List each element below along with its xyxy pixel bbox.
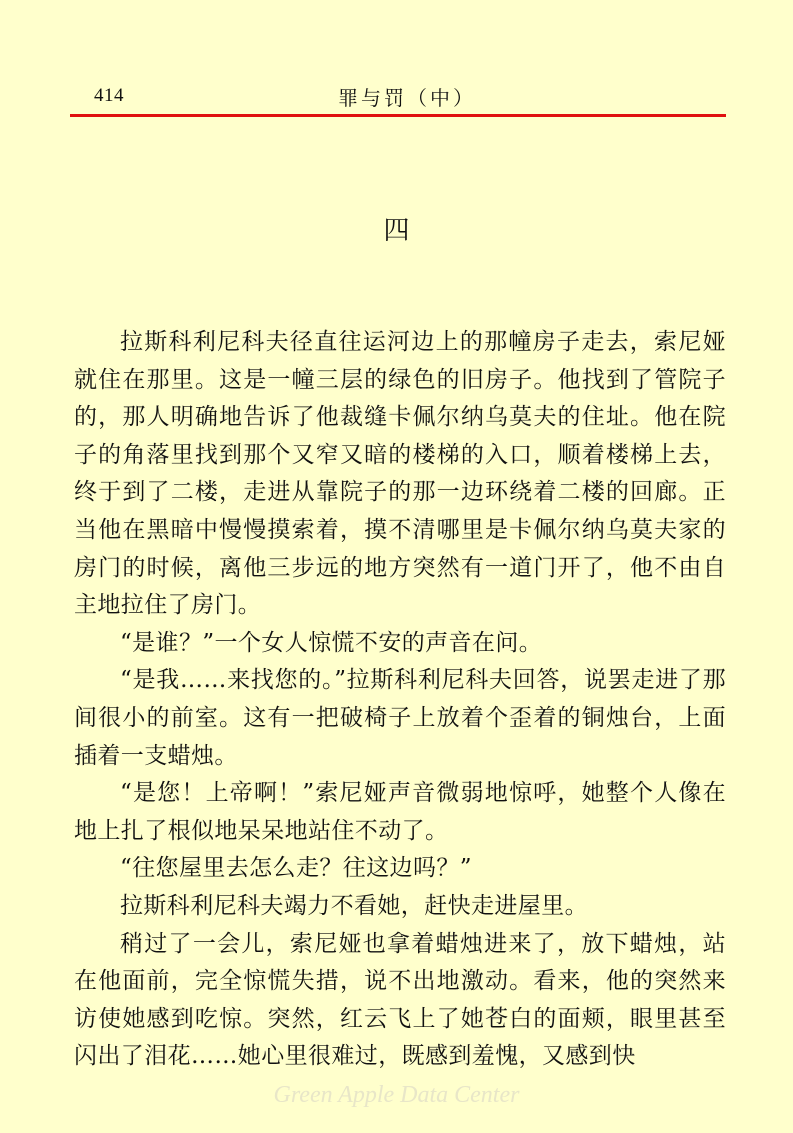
chapter-heading: 四 (383, 216, 410, 246)
running-title: 罪与罚（中） (338, 86, 476, 110)
paragraph: “是谁？”一个女人惊慌不安的声音在问。 (120, 629, 543, 656)
paragraph: 拉斯科利尼科夫竭力不看她，赶快走进屋里。 (120, 892, 588, 919)
paragraph: “往您屋里去怎么走？往这边吗？” (120, 855, 472, 882)
paragraph: 稍过了一会儿，索尼娅也拿着蜡烛进来了，放下蜡烛，站在他面前，完全惊慌失措，说不出地激动。看来，他的突然来访使她感到吃惊。突然，红云飞上了她苍白的面颊，眼里甚至闪出了泪花……她心里很难过，既感到羞愧，又感到快 (74, 930, 726, 1070)
watermark: Green Apple Data Center (273, 1082, 520, 1108)
paragraph: 拉斯科利尼科夫径直往运河边上的那幢房子走去，索尼娅就住在那里。这是一幢三层的绿色的旧房子。他找到了管院子的，那人明确地告诉了他裁缝卡佩尔纳乌莫夫的住址。他在院子的角落里找到那个又窄又暗的楼梯的入口，顺着楼梯上去，终于到了二楼，走进从靠院子的那一边环绕着二楼的回廊。正当他在黑暗中慢慢摸索着，摸不清哪里是卡佩尔纳乌莫夫家的房门的时候，离他三步远的地方突然有一道门开了，他不由自主地拉住了房门。 (74, 329, 726, 619)
page-number: 414 (94, 85, 124, 106)
paragraph: “是您！上帝啊！”索尼娅声音微弱地惊呼，她整个人像在地上扎了根似地呆呆地站住不动了。 (74, 780, 726, 844)
body-text (74, 324, 726, 1076)
header-rule (70, 114, 726, 117)
paragraph: “是我……来找您的。”拉斯科利尼科夫回答，说罢走进了那间很小的前室。这有一把破椅子上放着个歪着的铜烛台，上面插着一支蜡烛。 (74, 667, 726, 769)
